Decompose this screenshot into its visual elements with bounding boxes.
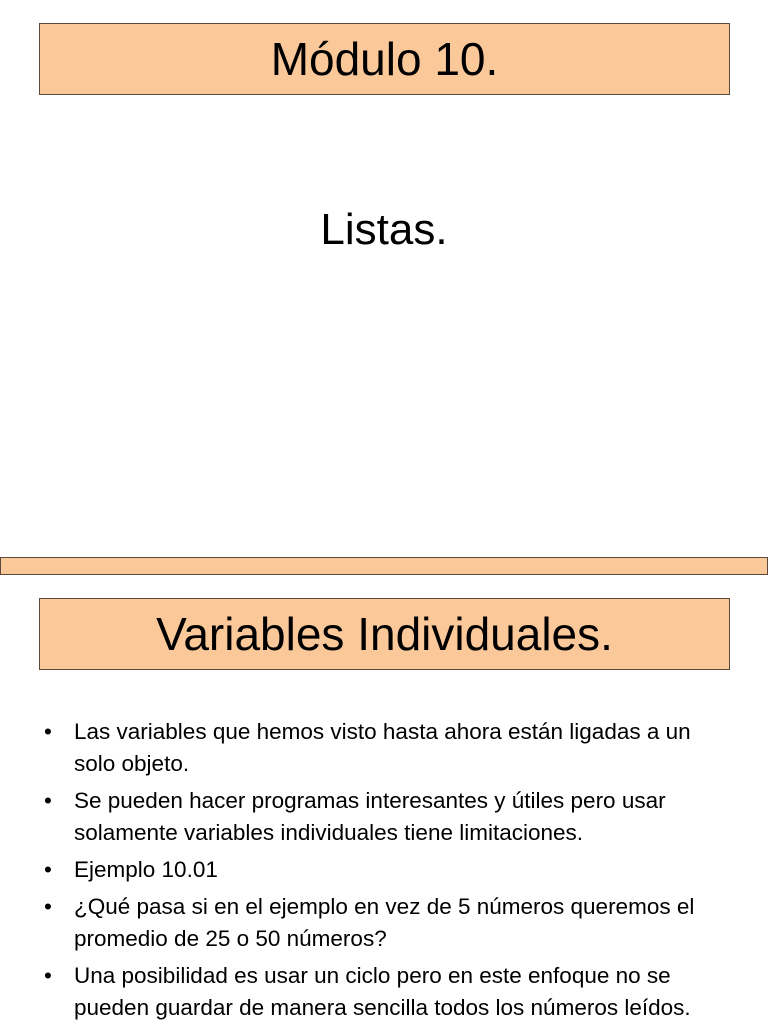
bullet-item [44, 785, 734, 849]
slide1-title: Módulo 10. [270, 33, 499, 85]
bullet-icon: • [44, 963, 52, 988]
bullet-text: Ejemplo 10.01 [74, 857, 218, 882]
bullet-item [44, 891, 734, 955]
slide1-subtitle: Listas. [320, 205, 448, 254]
bullet-icon: • [44, 719, 52, 744]
bullet-icon: • [44, 894, 52, 919]
bullet-item [44, 854, 734, 886]
bullet-item [44, 960, 734, 1024]
bullet-text: Una posibilidad es usar un ciclo pero en este enfoque no se pueden guardar de manera sencilla todos los números leídos. [74, 963, 691, 1020]
bullet-item [44, 716, 734, 780]
bullet-icon: • [44, 788, 52, 813]
slide2-title-box [39, 598, 730, 670]
bullet-text: ¿Qué pasa si en el ejemplo en vez de 5 números queremos el promedio de 25 o 50 números? [74, 894, 695, 951]
bullet-icon: • [44, 857, 52, 882]
slide1-title-box [39, 23, 730, 95]
slide2-title: Variables Individuales. [156, 608, 613, 660]
slide-divider [0, 557, 768, 575]
bullet-text: Las variables que hemos visto hasta ahora están ligadas a un solo objeto. [74, 719, 691, 776]
bullet-text: Se pueden hacer programas interesantes y útiles pero usar solamente variables individuales tiene limitaciones. [74, 788, 666, 845]
bullet-list [44, 716, 734, 1029]
